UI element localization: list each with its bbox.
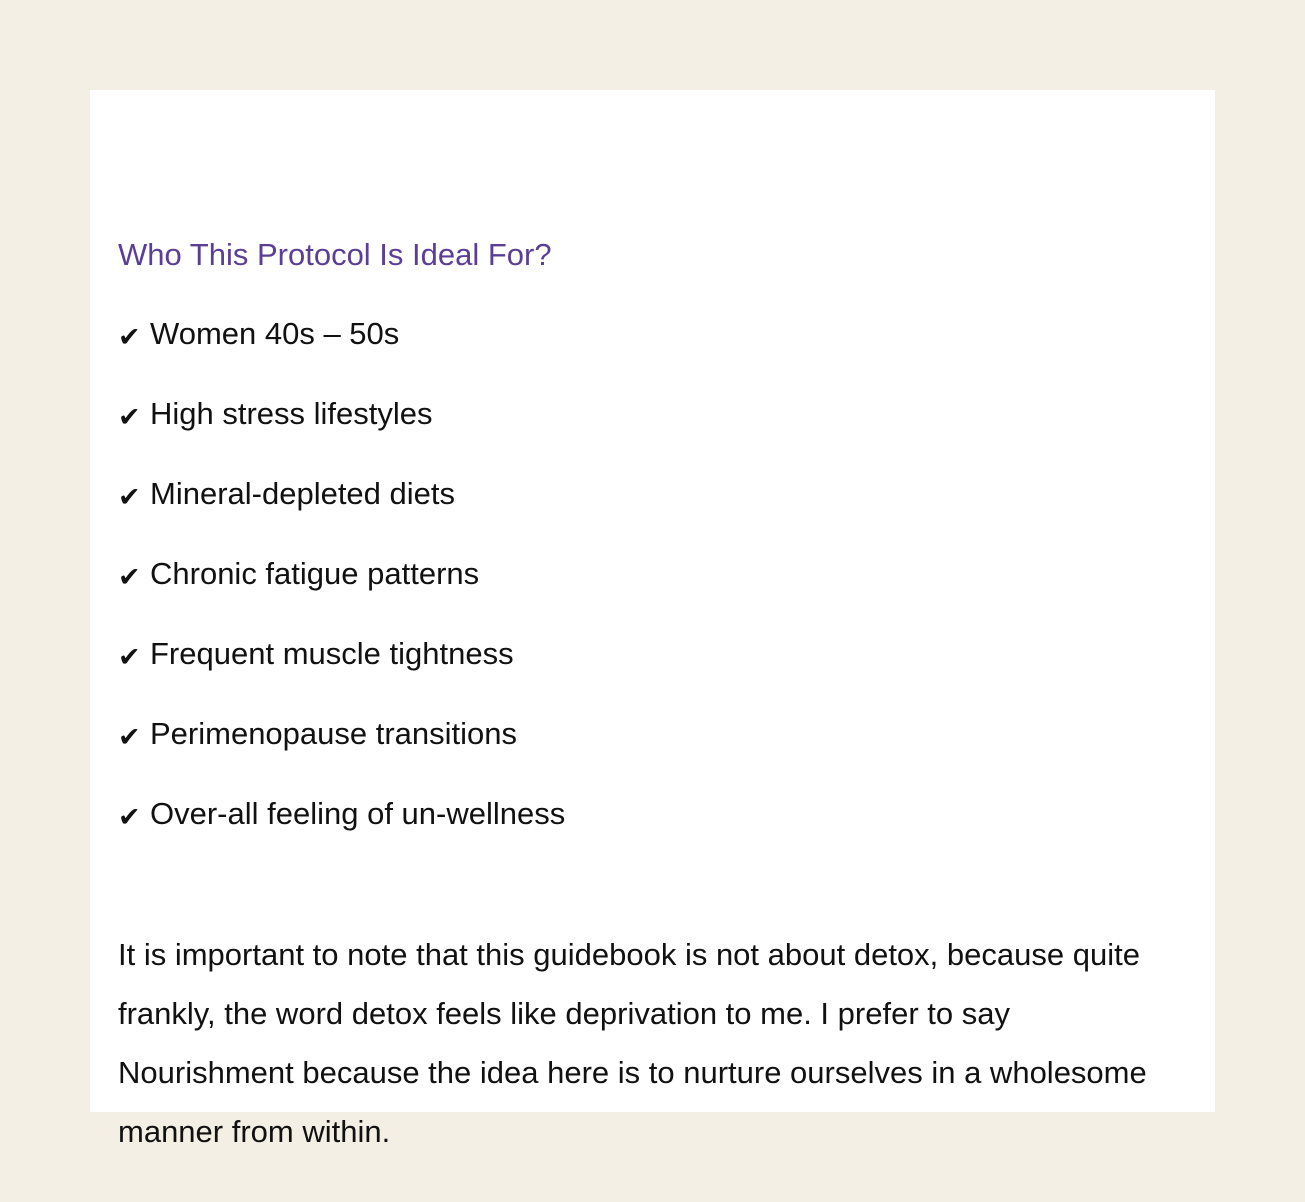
checklist-item [118,638,565,718]
content-card [90,90,1215,1149]
checklist-item [118,718,565,798]
ideal-for-checklist [118,318,565,878]
section-heading: Who This Protocol Is Ideal For? [118,237,552,272]
checklist-item [118,478,565,558]
checklist-item-label: Frequent muscle tightness [150,636,514,671]
checkmark-icon: ✔ [118,482,141,513]
checklist-item [118,798,565,878]
checklist-item-label: Over-all feeling of un-wellness [150,796,566,831]
checklist-item [118,398,565,478]
checklist-item-label: Chronic fatigue patterns [150,556,480,591]
note-paragraph: It is important to note that this guidebook is not about detox, because quite frankly, the word detox feels like deprivation to me. I prefer to say Nourishment because the idea here is to nurture ourselves in a wholesome manner from within. [118,937,1147,1149]
checkmark-icon: ✔ [118,802,141,833]
checklist-item-label: Women 40s – 50s [150,316,400,351]
checklist-item [118,318,565,398]
checkmark-icon: ✔ [118,322,141,353]
checklist-item-label: Mineral-depleted diets [150,476,456,511]
checkmark-icon: ✔ [118,562,141,593]
checkmark-icon: ✔ [118,722,141,753]
checkmark-icon: ✔ [118,402,141,433]
checkmark-icon: ✔ [118,642,141,673]
checklist-item [118,558,565,638]
checklist-item-label: High stress lifestyles [150,396,433,431]
checklist-item-label: Perimenopause transitions [150,716,518,751]
